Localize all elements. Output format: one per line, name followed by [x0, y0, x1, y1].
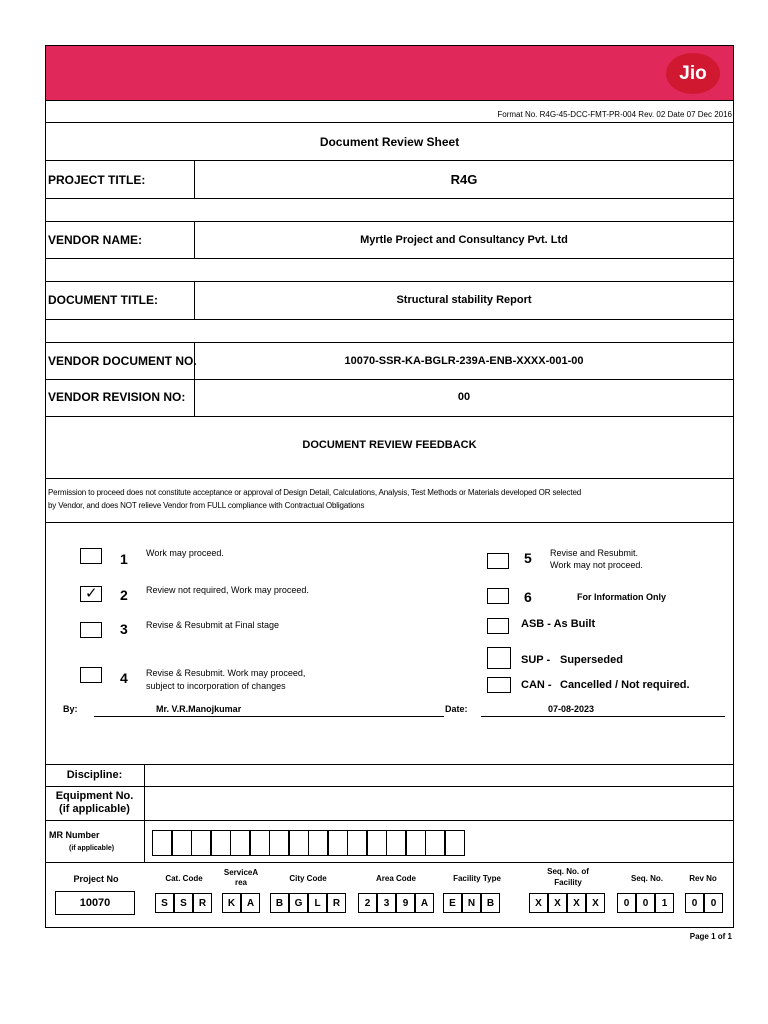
permission-text-line-2: by Vendor, and does NOT relieve Vendor from FULL compliance with Contractual Obligations	[48, 501, 365, 510]
seq-facility-label-line-1: Seq. No. of	[547, 867, 589, 876]
mr-number-box[interactable]	[386, 830, 406, 856]
mr-number-box[interactable]	[328, 830, 348, 856]
mr-number-box[interactable]	[172, 830, 192, 856]
discipline-label: Discipline:	[66, 769, 123, 781]
option-sup-checkbox[interactable]	[487, 647, 511, 669]
city-code-char-box: L	[308, 893, 327, 913]
equipment-label-line-1: Equipment No.	[55, 790, 134, 802]
vendor-revision-label: VENDOR REVISION NO:	[48, 390, 186, 404]
format-number: Format No. R4G-45-DCC-FMT-PR-004 Rev. 02 Date 07 Dec 2016	[497, 110, 732, 119]
mr-number-box[interactable]	[367, 830, 387, 856]
option-sup-text: Superseded	[560, 654, 623, 666]
cat-code-char-box: S	[174, 893, 193, 913]
seq-no-label: Seq. No.	[630, 874, 663, 883]
mr-number-box[interactable]	[406, 830, 426, 856]
date-label: Date:	[445, 704, 468, 714]
option-2-checkbox[interactable]	[80, 586, 102, 602]
document-title-label: DOCUMENT TITLE:	[48, 293, 158, 307]
mr-number-box[interactable]	[445, 830, 465, 856]
mr-number-box[interactable]	[269, 830, 289, 856]
feedback-title: DOCUMENT REVIEW FEEDBACK	[302, 439, 477, 451]
seq-no-char-box: 0	[636, 893, 655, 913]
seq-no-char-box: 1	[655, 893, 674, 913]
mr-number-box[interactable]	[289, 830, 309, 856]
option-6-text: For Information Only	[577, 592, 666, 602]
checkmark-icon: ✓	[85, 584, 98, 602]
facility-type-char-box: N	[462, 893, 481, 913]
area-code-char-box: 9	[396, 893, 415, 913]
area-code-label: Area Code	[375, 874, 416, 883]
mr-number-box[interactable]	[230, 830, 250, 856]
option-asb-checkbox[interactable]	[487, 618, 509, 634]
page-number: Page 1 of 1	[689, 932, 732, 941]
project-title-value: R4G	[450, 172, 478, 187]
option-asb-text: ASB - As Built	[521, 618, 596, 630]
equipment-label-line-2: (if applicable)	[59, 803, 130, 815]
facility-type-label: Facility Type	[453, 874, 501, 883]
facility-type-char-box: B	[481, 893, 500, 913]
option-5-text-line-2: Work may not proceed.	[550, 560, 643, 570]
seq-facility-char-box: X	[548, 893, 567, 913]
option-can-text: Cancelled / Not required.	[560, 679, 690, 691]
sheet-title: Document Review Sheet	[319, 135, 460, 149]
vendor-document-no-label: VENDOR DOCUMENT NO.	[48, 354, 197, 368]
project-no-label: Project No	[73, 874, 119, 884]
mr-number-box[interactable]	[347, 830, 367, 856]
seq-facility-label-line-2: Facility	[554, 878, 582, 887]
seq-facility-char-box: X	[586, 893, 605, 913]
option-6-number: 6	[524, 589, 532, 605]
option-1-number: 1	[120, 551, 128, 567]
project-title-label: PROJECT TITLE:	[48, 173, 146, 187]
option-3-text: Revise & Resubmit at Final stage	[146, 620, 280, 630]
vendor-revision-value: 00	[457, 391, 471, 403]
option-4-text-line-1: Revise & Resubmit. Work may proceed,	[146, 668, 306, 678]
option-6-checkbox[interactable]	[487, 588, 509, 604]
project-no-box: 10070	[55, 891, 135, 915]
option-3-checkbox[interactable]	[80, 622, 102, 638]
area-code-char-box: 2	[358, 893, 377, 913]
cat-code-char-box: S	[155, 893, 174, 913]
cat-code-label: Cat. Code	[165, 874, 203, 883]
option-1-text: Work may proceed.	[146, 548, 224, 558]
option-2-text: Review not required, Work may proceed.	[146, 585, 309, 595]
rev-no-label: Rev No	[689, 874, 717, 883]
city-code-char-box: R	[327, 893, 346, 913]
option-4-number: 4	[120, 670, 128, 686]
option-5-checkbox[interactable]	[487, 553, 509, 569]
option-sup-code: SUP -	[521, 654, 551, 666]
document-title-value: Structural stability Report	[396, 294, 532, 306]
option-can-code: CAN -	[521, 679, 552, 691]
mr-number-box[interactable]	[211, 830, 231, 856]
vendor-name-value: Myrtle Project and Consultancy Pvt. Ltd	[360, 234, 568, 246]
cat-code-char-box: R	[193, 893, 212, 913]
rev-no-char-box: 0	[685, 893, 704, 913]
by-label: By:	[63, 704, 78, 714]
service-area-label-line-2: rea	[234, 878, 247, 887]
option-can-checkbox[interactable]	[487, 677, 511, 693]
seq-facility-char-box: X	[567, 893, 586, 913]
service-area-char-box: K	[222, 893, 241, 913]
option-5-text-line-1: Revise and Resubmit.	[550, 548, 639, 558]
service-area-char-box: A	[241, 893, 260, 913]
option-2-number: 2	[120, 587, 128, 603]
mr-number-box[interactable]	[152, 830, 172, 856]
permission-text-line-1: Permission to proceed does not constitute acceptance or approval of Design Detail, Calculations, Analysis, Test Methods or Materials developed OR selected	[48, 488, 582, 497]
mr-number-box[interactable]	[250, 830, 270, 856]
mr-number-box[interactable]	[191, 830, 211, 856]
review-date: 07-08-2023	[548, 704, 595, 714]
seq-no-char-box: 0	[617, 893, 636, 913]
mr-number-box[interactable]	[308, 830, 328, 856]
mr-number-sublabel: (if applicable)	[69, 845, 115, 852]
city-code-label: City Code	[289, 874, 327, 883]
mr-number-box[interactable]	[425, 830, 445, 856]
option-4-checkbox[interactable]	[80, 667, 102, 683]
area-code-char-box: 3	[377, 893, 396, 913]
facility-type-char-box: E	[443, 893, 462, 913]
city-code-char-box: G	[289, 893, 308, 913]
mr-number-label: MR Number	[49, 830, 100, 840]
option-1-checkbox[interactable]	[80, 548, 102, 564]
seq-facility-char-box: X	[529, 893, 548, 913]
option-5-number: 5	[524, 550, 532, 566]
vendor-name-label: VENDOR NAME:	[48, 233, 143, 247]
option-4-text-line-2: subject to incorporation of changes	[146, 681, 286, 691]
reviewer-name: Mr. V.R.Manojkumar	[156, 704, 242, 714]
area-code-char-box: A	[415, 893, 434, 913]
option-3-number: 3	[120, 621, 128, 637]
jio-logo: Jio	[666, 53, 720, 94]
city-code-char-box: B	[270, 893, 289, 913]
vendor-document-no-value: 10070-SSR-KA-BGLR-239A-ENB-XXXX-001-00	[344, 355, 584, 367]
rev-no-char-box: 0	[704, 893, 723, 913]
service-area-label-line-1: ServiceA	[223, 868, 259, 877]
